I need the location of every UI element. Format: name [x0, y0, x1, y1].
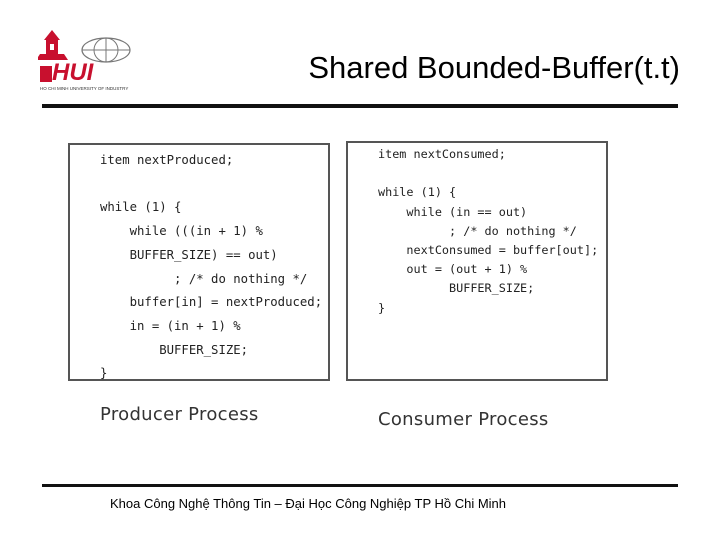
- title-divider: [42, 104, 678, 108]
- footer-divider: [42, 484, 678, 487]
- slide-title: Shared Bounded-Buffer(t.t): [308, 50, 680, 85]
- hui-logo: [38, 30, 138, 92]
- producer-code-box: [68, 143, 330, 381]
- svg-text:HO CHI MINH UNIVERSITY OF INDU: HO CHI MINH UNIVERSITY OF INDUSTRY: [40, 86, 129, 91]
- svg-text:HUI: HUI: [52, 59, 94, 86]
- consumer-caption: Consumer Process: [378, 409, 549, 430]
- slide-footer: Khoa Công Nghệ Thông Tin – Đại Học Công Nghiệp TP Hồ Chi Minh: [110, 496, 507, 511]
- producer-code: item nextProduced; while (1) { while (((in + 1) % BUFFER_SIZE) == out) ; /* do nothing */ buffer[in] = nextProduced; in = (in + 1) % BUFFER_SIZE; }: [100, 153, 323, 381]
- hui-logo-graphic: [38, 30, 138, 92]
- consumer-code-box: [346, 141, 608, 381]
- producer-caption: Producer Process: [100, 404, 259, 425]
- consumer-code: item nextConsumed; while (1) { while (in == out) ; /* do nothing */ nextConsumed = buffer[out]; out = (out + 1) % BUFFER_SIZE; }: [378, 147, 599, 315]
